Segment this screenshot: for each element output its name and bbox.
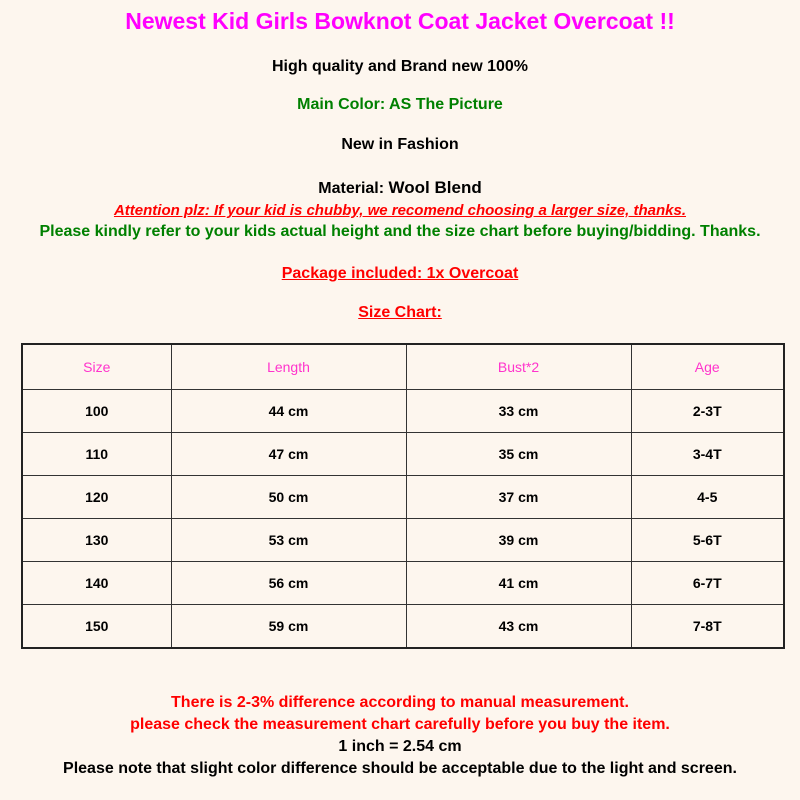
cell-bust: 35 cm xyxy=(406,433,631,476)
table-header-row xyxy=(22,344,784,390)
size-chart-table xyxy=(21,343,785,649)
cell-length: 47 cm xyxy=(171,433,406,476)
cell-length: 50 cm xyxy=(171,476,406,519)
cell-bust: 41 cm xyxy=(406,562,631,605)
difference-note: There is 2-3% difference according to manual measurement. xyxy=(171,694,629,711)
main-color-text: Main Color: AS The Picture xyxy=(297,96,503,113)
material-value: Wool Blend xyxy=(388,178,482,197)
quality-text: High quality and Brand new 100% xyxy=(271,58,529,75)
cell-bust: 33 cm xyxy=(406,390,631,433)
inch-note: 1 inch = 2.54 cm xyxy=(338,738,462,755)
material-line xyxy=(0,178,800,198)
cell-length: 53 cm xyxy=(171,519,406,562)
table-row xyxy=(22,433,784,476)
cell-size: 100 xyxy=(22,390,171,433)
table-row xyxy=(22,519,784,562)
material-label: Material: xyxy=(318,180,389,197)
cell-age: 7-8T xyxy=(631,605,784,649)
cell-bust: 37 cm xyxy=(406,476,631,519)
cell-age: 6-7T xyxy=(631,562,784,605)
color-note: Please note that slight color difference should be acceptable due to the light and screen. xyxy=(63,760,737,777)
cell-length: 56 cm xyxy=(171,562,406,605)
cell-size: 130 xyxy=(22,519,171,562)
fashion-text: New in Fashion xyxy=(341,136,459,153)
cell-size: 120 xyxy=(22,476,171,519)
cell-age: 5-6T xyxy=(631,519,784,562)
cell-length: 59 cm xyxy=(171,605,406,649)
cell-age: 4-5 xyxy=(631,476,784,519)
header-size: Size xyxy=(22,344,171,390)
cell-bust: 39 cm xyxy=(406,519,631,562)
table-row xyxy=(22,605,784,649)
cell-bust: 43 cm xyxy=(406,605,631,649)
cell-age: 3-4T xyxy=(631,433,784,476)
cell-length: 44 cm xyxy=(171,390,406,433)
cell-size: 110 xyxy=(22,433,171,476)
attention-text: Attention plz: If your kid is chubby, we recomend choosing a larger size, thanks. xyxy=(113,202,687,219)
refer-note-text: Please kindly refer to your kids actual height and the size chart before buying/bidding. Thanks. xyxy=(39,223,761,240)
cell-size: 140 xyxy=(22,562,171,605)
header-length: Length xyxy=(171,344,406,390)
table-row xyxy=(22,476,784,519)
cell-age: 2-3T xyxy=(631,390,784,433)
table-row xyxy=(22,562,784,605)
check-note: please check the measurement chart carefully before you buy the item. xyxy=(130,716,670,733)
package-text: Package included: 1x Overcoat xyxy=(281,265,519,282)
header-bust: Bust*2 xyxy=(406,344,631,390)
table-row xyxy=(22,390,784,433)
header-age: Age xyxy=(631,344,784,390)
page-title: Newest Kid Girls Bowknot Coat Jacket Overcoat !! xyxy=(125,8,675,34)
cell-size: 150 xyxy=(22,605,171,649)
size-chart-label: Size Chart: xyxy=(358,304,442,321)
